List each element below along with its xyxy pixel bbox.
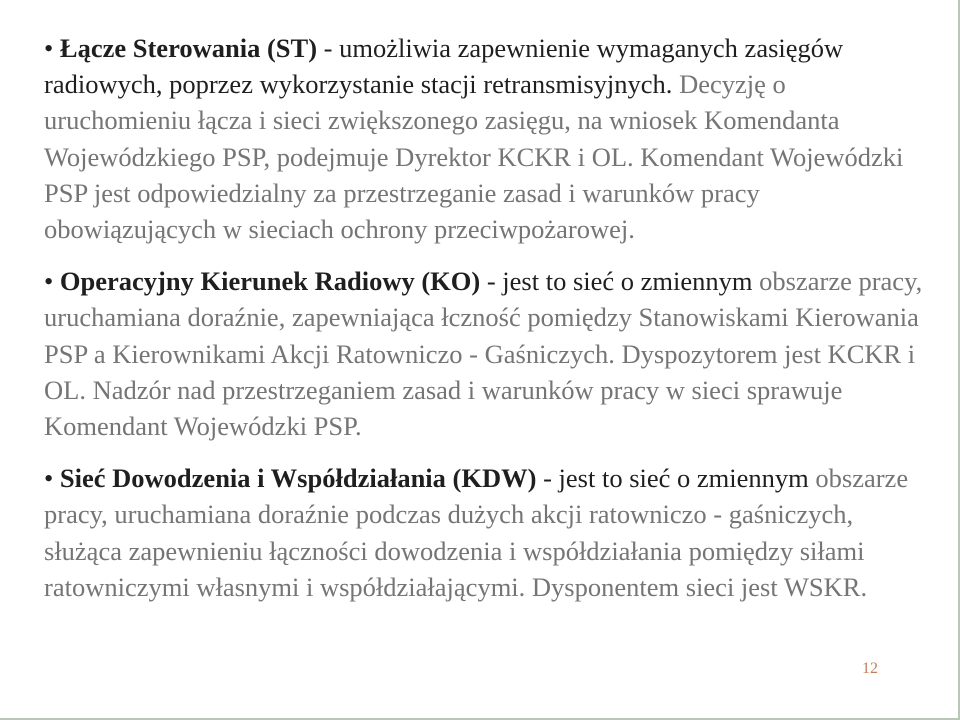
description-light: obszarze pracy, uruchamiana doraźnie, zapewniająca łczność pomiędzy Stanowiskami Kierowania PSP a Kierownikami Akcji Ratowniczo - Gaśniczych. Dyspozytorem jest KCKR i OL. Nadzór nad przestrzeganiem zasad i warunków pracy w sieci sprawuje Komendant Wojewódzki PSP. bbox=[44, 266, 923, 442]
separator: - bbox=[536, 463, 559, 494]
description-light: obszarze pracy, uruchamiana doraźnie podczas dużych akcji ratowniczo - gaśniczych, służąca zapewnieniu łączności dowodzenia i współdziałania pomiędzy siłami ratowniczymi własnymi i współdziałającymi. Dysponentem sieci jest WSKR. bbox=[44, 463, 909, 602]
separator: - bbox=[317, 33, 340, 63]
bullet-st bbox=[44, 30, 924, 247]
bullet-dot: • bbox=[44, 266, 54, 297]
description-light: Decyzję o uruchomieniu łącza i sieci zwiększonego zasięgu, na wniosek Komendanta Wojewódzkiego PSP, podejmuje Dyrektor KCKR i OL. Komendant Wojewódzki PSP jest odpowiedzialny za przestrzeganie zasad i warunków pracy obowiązujących w sieciach ochrony przeciwpożarowej. bbox=[44, 69, 904, 245]
slide-content bbox=[44, 30, 924, 605]
term-st: Łącze Sterowania (ST) bbox=[59, 33, 318, 63]
bullet-kdw bbox=[44, 460, 924, 605]
term-kdw: Sieć Dowodzenia i Współdziałania (KDW) bbox=[59, 463, 537, 494]
description-dark: jest to sieć o zmiennym bbox=[502, 266, 753, 297]
separator: - bbox=[480, 266, 503, 297]
term-ko: Operacyjny Kierunek Radiowy (KO) bbox=[59, 266, 481, 297]
bullet-ko bbox=[44, 263, 924, 444]
bullet-dot: • bbox=[44, 33, 54, 63]
description-dark: jest to sieć o zmiennym bbox=[558, 463, 809, 494]
description-dark: umożliwia zapewnienie wymaganych zasięgów radiowych, poprzez wykorzystanie stacji retransmisyjnych. bbox=[44, 33, 844, 100]
bullet-dot: • bbox=[44, 463, 54, 494]
page-number: 12 bbox=[862, 660, 878, 677]
